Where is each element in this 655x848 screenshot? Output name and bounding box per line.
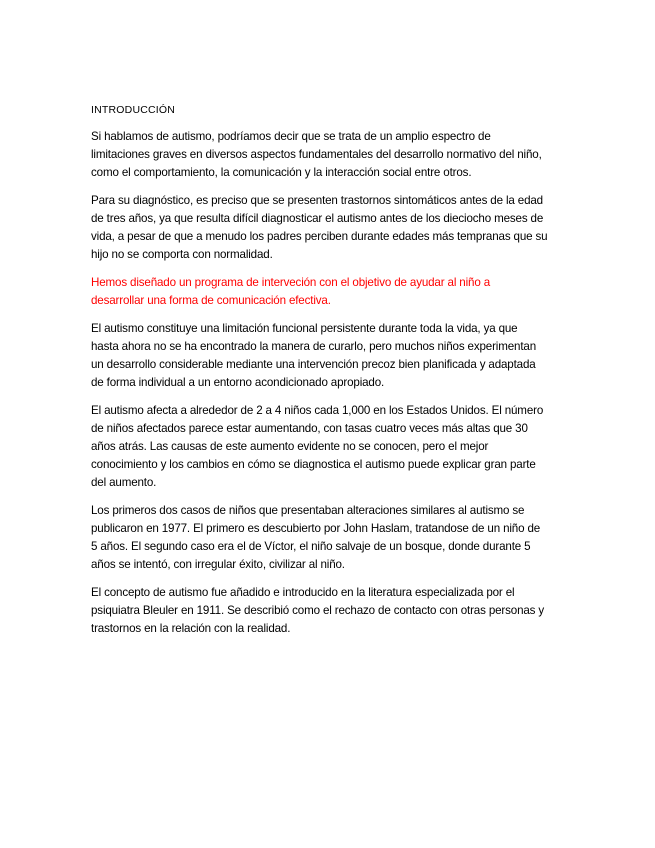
text-line: El autismo afecta a alrededor de 2 a 4 niños cada 1,000 en los Estados Unidos. El número — [91, 404, 544, 417]
paragraph-diagnosis — [91, 192, 566, 264]
paragraph-limitation — [91, 320, 566, 392]
text-line: conocimiento y los cambios en cómo se diagnostica el autismo puede explicar gran parte — [91, 458, 536, 471]
paragraph-prevalence — [91, 402, 566, 492]
text-line: desarrollar una forma de comunicación efectiva. — [91, 294, 331, 307]
text-line: como el comportamiento, la comunicación y la interacción social entre otros. — [91, 166, 472, 179]
document-heading: INTRODUCCIÓN — [91, 104, 176, 116]
text-line: limitaciones graves en diversos aspectos fundamentales del desarrollo normativo del niño, — [91, 148, 542, 161]
paragraph-concept-origin — [91, 584, 566, 638]
paragraph-history-cases — [91, 502, 566, 574]
text-line: Hemos diseñado un programa de interveción con el objetivo de ayudar al niño a — [91, 276, 490, 289]
text-line: trastornos en la relación con la realidad. — [91, 622, 291, 635]
document-body — [91, 103, 566, 648]
text-line: hasta ahora no se ha encontrado la manera de curarlo, pero muchos niños experimentan — [91, 340, 536, 353]
text-line: Si hablamos de autismo, podríamos decir que se trata de un amplio espectro de — [91, 130, 491, 143]
text-line: años se intentó, con irregular éxito, civilizar al niño. — [91, 558, 345, 571]
text-line: Los primeros dos casos de niños que presentaban alteraciones similares al autismo se — [91, 504, 525, 517]
text-line: un desarrollo considerable mediante una intervención precoz bien planificada y adaptada — [91, 358, 536, 371]
text-line: del aumento. — [91, 476, 157, 489]
text-line: años atrás. Las causas de este aumento evidente no se conocen, pero el mejor — [91, 440, 489, 453]
text-line: 5 años. El segundo caso era el de Víctor, el niño salvaje de un bosque, donde durante 5 — [91, 540, 531, 553]
text-line: de forma individual a un entorno acondicionado apropiado. — [91, 376, 385, 389]
text-line: vida, a pesar de que a menudo los padres perciben durante edades más tempranas que su — [91, 230, 548, 243]
text-line: publicaron en 1977. El primero es descubierto por John Haslam, tratandose de un niño de — [91, 522, 541, 535]
text-line: psiquiatra Bleuler en 1911. Se describió como el rechazo de contacto con otras personas y — [91, 604, 545, 617]
text-line: hijo no se comporta con normalidad. — [91, 248, 273, 261]
text-line: El concepto de autismo fue añadido e introducido en la literatura especializada por el — [91, 586, 515, 599]
text-line: de niños afectados parece estar aumentando, con tasas cuatro veces más altas que 30 — [91, 422, 528, 435]
text-line: El autismo constituye una limitación funcional persistente durante toda la vida, ya que — [91, 322, 518, 335]
text-line: Para su diagnóstico, es preciso que se presenten trastornos sintomáticos antes de la edad — [91, 194, 543, 207]
paragraph-highlighted-objective — [91, 274, 566, 310]
text-line: de tres años, ya que resulta difícil diagnosticar el autismo antes de los dieciocho meses de — [91, 212, 544, 225]
paragraph-definition — [91, 128, 566, 182]
